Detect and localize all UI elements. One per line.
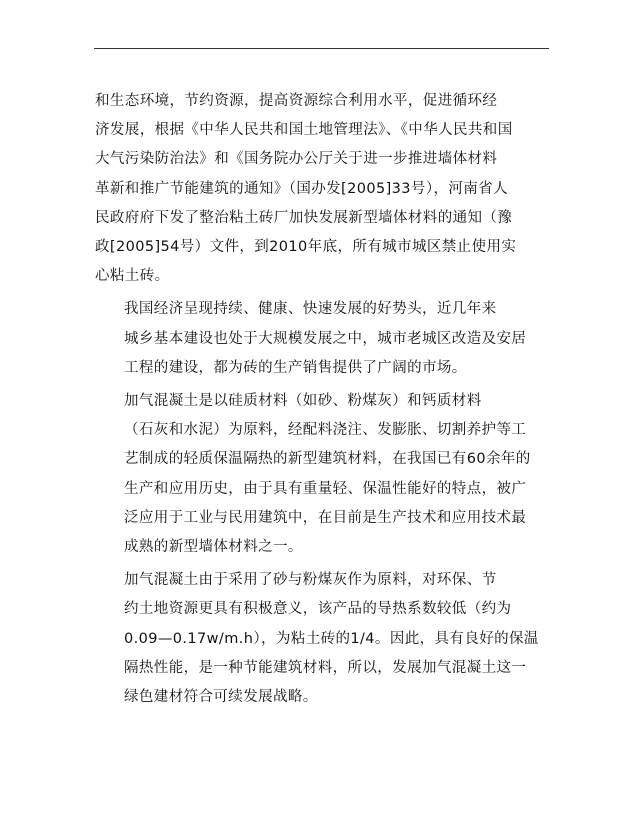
text-line: 革新和推广节能建筑的通知》（国办发[2005]33号），河南省人 (95, 180, 508, 197)
text-line: （石灰和水泥）为原料，经配料浇注、发膨胀、切割养护等工 (124, 422, 527, 439)
paragraph-3 (95, 387, 549, 562)
text-line: 加气混凝土由于采用了砂与粉煤灰作为原料，对环保、节 (124, 572, 497, 589)
text-line: 加气混凝土是以硅质材料（如砂、粉煤灰）和钙质材料 (124, 393, 482, 410)
paragraph-2 (95, 295, 549, 383)
text-line: 泛应用于工业与民用建筑中，在目前是生产技术和应用技术最 (124, 509, 527, 526)
text-line: 和生态环境，节约资源，提高资源综合利用水平，促进循环经 (95, 93, 498, 109)
text-line: 隔热性能，是一种节能建筑材料，所以，发展加气混凝土这一 (124, 659, 527, 676)
paragraph-4 (95, 566, 549, 712)
text-line: 生产和应用历史，由于具有重量轻、保温性能好的特点，被广 (124, 480, 527, 497)
text-line: 城乡基本建设也处于大规模发展之中，城市老城区改造及安居 (124, 330, 527, 347)
text-line: 济发展，根据《中华人民共和国土地管理法》、《中华人民共和国 (95, 122, 513, 139)
text-line: 政[2005]54号）文件，到2010年底，所有城市城区禁止使用实 (95, 239, 517, 256)
text-line: 成熟的新型墙体材料之一。 (124, 539, 303, 556)
text-line: 工程的建设，都为砖的生产销售提供了广阔的市场。 (124, 359, 467, 376)
text-line: 0.09—0.17w/m.h），为粘土砖的1/4。因此，具有良好的保温 (124, 630, 539, 647)
text-line: 绿色建材符合可续发展战略。 (124, 689, 318, 706)
paragraph-1 (95, 87, 549, 291)
text-line: 约土地资源更具有积极意义，该产品的导热系数较低（约为 (124, 601, 512, 618)
text-line: 艺制成的轻质保温隔热的新型建筑材料，在我国已有60余年的 (124, 451, 531, 468)
text-line: 我国经济呈现持续、健康、快速发展的好势头，近几年来 (124, 301, 497, 318)
text-line: 民政府府下发了整治粘土砖厂加快发展新型墙体材料的通知（豫 (95, 209, 513, 226)
header-rule (94, 48, 549, 49)
text-line: 大气污染防治法》和《国务院办公厅关于进一步推进墙体材料 (95, 151, 498, 168)
body-text (95, 87, 549, 712)
text-line: 心粘土砖。 (95, 268, 170, 285)
